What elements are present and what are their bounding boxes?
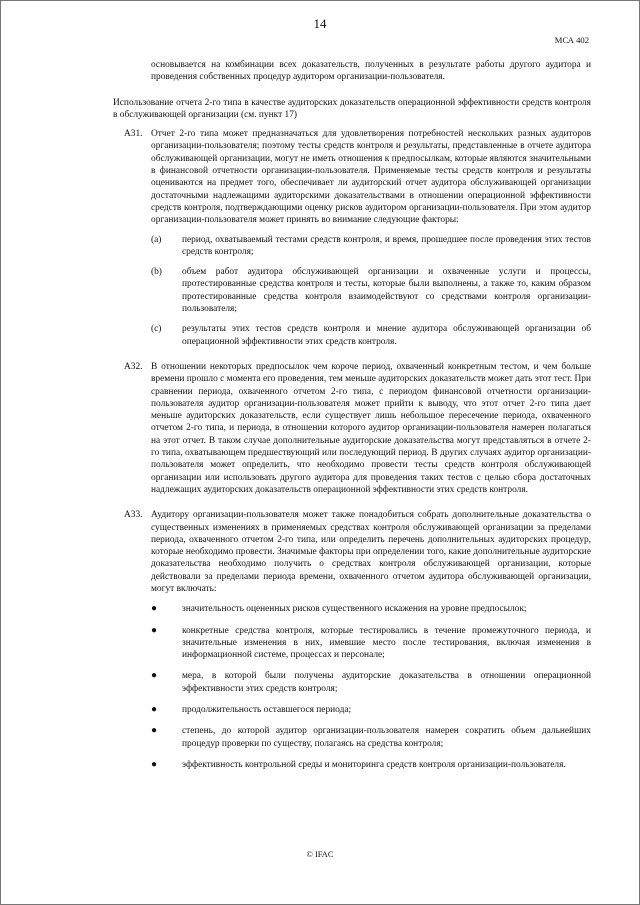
bullet-text: мера, в которой были получены аудиторские доказательства в отношении операционной эффективности этих средств контроля;	[182, 671, 591, 694]
list-item	[151, 266, 591, 315]
list-item	[151, 234, 591, 259]
bullet-item	[151, 670, 591, 695]
bullet-item	[151, 725, 591, 750]
page-content	[113, 59, 591, 771]
bullet-item	[151, 603, 591, 615]
standard-code: МСА 402	[554, 35, 589, 45]
list-item-label: (b)	[151, 267, 162, 278]
list-item	[151, 323, 591, 348]
bullet-item	[151, 704, 591, 716]
bullet-icon: ●	[151, 725, 158, 737]
list-item-text: период, охватываемый тестами средств контроля, и время, прошедшее после проведения этих тестов средств контроля;	[182, 234, 591, 257]
paragraph-text: Аудитору организации-пользователя может также понадобиться собрать дополнительные доказательства о существенных изменениях в применяемых средствах контроля обслуживающей организации за пределами периода, охваченного отчетом 2-го типа, или определить перечень дополнительных аудиторских процедур, которые необходимо провести. Значимые факторы при определении того, какие дополнительные аудиторские доказательства необходимо получить о средствах контроля обслуживающей организации, которые действовали за пределами периода времени, охваченного отчетом аудитора обслуживающей организации, могут включать:	[151, 510, 591, 594]
factor-list	[151, 234, 591, 348]
list-item-text: результаты этих тестов средств контроля и мнение аудитора обслуживающей организации об операционной эффективности этих средств контроля.	[182, 324, 591, 347]
bullet-text: степень, до которой аудитор организации-пользователя намерен сократить объем дальнейших процедур проверки по существу, полагаясь на средства контроля;	[182, 726, 591, 749]
bullet-icon: ●	[151, 670, 158, 682]
bullet-list	[151, 603, 591, 771]
paragraph-number: A31.	[124, 129, 143, 140]
list-item-text: объем работ аудитора обслуживающей организации и охваченные услуги и процессы, протестированные средства контроля и тесты, которые были выполнены, а также то, каким образом протестированные средства контроля взаимодействуют со средствами контроля организации-пользователя;	[182, 267, 591, 315]
footer-copyright: © IFAC	[306, 850, 334, 859]
bullet-text: конкретные средства контроля, которые тестировались в течение промежуточного периода, и значительные изменения в них, имевшие место после тестирования, включая изменения в информационной системе, процессах и персонале;	[182, 625, 591, 661]
bullet-text: эффективность контрольной среды и мониторинга средств контроля организации-пользователя.	[182, 759, 566, 770]
bullet-text: продолжительность оставшегося периода;	[182, 705, 352, 716]
bullet-item	[151, 625, 591, 662]
bullet-icon: ●	[151, 624, 158, 636]
bullet-icon: ●	[151, 603, 158, 615]
intro-paragraph: основывается на комбинации всех доказательств, полученных в результате работы другого аудитора и проведения собственных процедур аудитором организации-пользователя.	[151, 60, 591, 83]
list-item-label: (c)	[151, 324, 162, 335]
bullet-text: значительность оцененных рисков существенного искажения на уровне предпосылок;	[182, 604, 527, 615]
section-subheading: Использование отчета 2-го типа в качестве аудиторских доказательств операционной эффективности средств контроля в обслуживающей организации (см. пункт 17)	[113, 97, 591, 120]
paragraph-number: A32.	[124, 361, 143, 372]
paragraph-a31	[113, 128, 591, 348]
paragraph-a33	[113, 509, 591, 771]
paragraph-text: Отчет 2-го типа может предназначаться для удовлетворения потребностей нескольких разных аудиторов организации-пользователя; поэтому тесты средств контроля и результаты, представленные в отчете аудитора обслуживающей организации, могут не иметь отношения к предпосылкам, которые являются значительными в финансовой отчетности организации-пользователя. Применяемые тесты средств контроля и результаты оцениваются на предмет того, обеспечивает ли аудиторский отчет аудитора обслуживающей организации достаточными надлежащими аудиторскими доказательствами в отношении операционной эффективности средств контроля, подтверждающими оценку рисков аудитором организации-пользователя. При этом аудитор организации-пользователя может принять во внимание следующие факторы:	[151, 129, 591, 226]
paragraph-number: A33.	[124, 510, 143, 521]
bullet-icon: ●	[151, 758, 158, 770]
bullet-item	[151, 759, 591, 771]
page-number: 14	[313, 16, 327, 31]
bullet-icon: ●	[151, 704, 158, 716]
list-item-label: (a)	[151, 234, 162, 245]
paragraph-a32	[113, 361, 591, 496]
paragraph-text: В отношении некоторых предпосылок чем короче период, охваченный конкретным тестом, и чем больше времени прошло с момента его проведения, тем меньше аудиторских доказательств может дать этот тест. При сравнении периода, охваченного отчетом 2-го типа, с периодом финансовой отчетности организации-пользователя аудитор организации-пользователя может прийти к выводу, что этот отчет 2-го типа дает меньше аудиторских доказательств, если существует лишь небольшое пересечение периода, охваченного отчетом 2-го типа, и периода, в отношении которого аудитор организации-пользователя намерен полагаться на этот отчет. В таком случае дополнительные аудиторские доказательства могут представляться в отчете 2-го типа, охватывающем предшествующий или последующий период. В других случаях аудитор организации-пользователя может определить, что необходимо провести тесты средств контроля обслуживающей организации или использовать другого аудитора для проведения таких тестов с целью сбора достаточных надлежащих аудиторских доказательств операционной эффективности этих средств контроля.	[151, 361, 591, 495]
